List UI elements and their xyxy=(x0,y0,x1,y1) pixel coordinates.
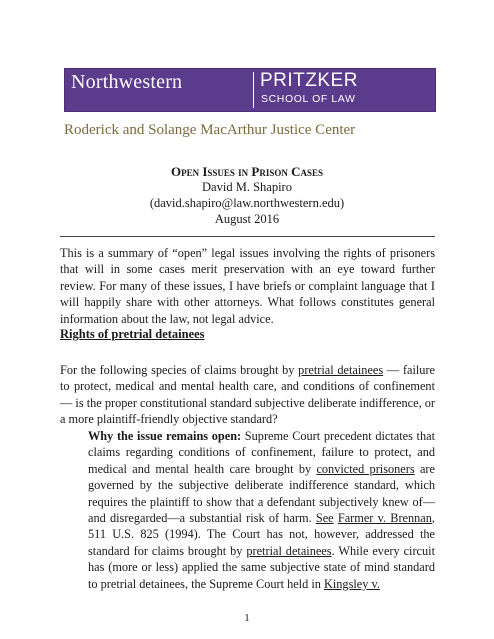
logo-pritzker: PRITZKER xyxy=(260,70,358,91)
question-text-pre: For the following species of claims brought by xyxy=(60,363,299,377)
kingsley-citation: Kingsley v. xyxy=(323,576,380,591)
page-number: 1 xyxy=(244,612,250,624)
section-heading: Rights of pretrial detainees xyxy=(60,327,205,341)
document-title: Open Issues in Prison Cases xyxy=(170,164,324,179)
logo-school-of-law: SCHOOL OF LAW xyxy=(261,93,356,105)
center-name: Roderick and Solange MacArthur Justice Center xyxy=(64,122,356,138)
logo-divider xyxy=(253,72,254,108)
logo-northwestern: Northwestern xyxy=(71,71,183,93)
document-date: August 2016 xyxy=(214,212,280,226)
intro-paragraph: This is a summary of “open” legal issues involving the rights of prisoners that will in some cases merit preservation with an eye toward further review. For many of these issues, I have briefs or complaint language that I will happily share with other attorneys. What follows constitutes general information about the law, not legal advice. xyxy=(60,246,435,326)
why-text-5: . While every circuit has (more or less) applied the same subjective state of mind standard to pretrial detainees, the Supreme Court held in xyxy=(88,543,435,591)
pretrial-detainees-term: pretrial detainees xyxy=(298,363,384,377)
why-text-1: Supreme Court precedent dictates that claims regarding conditions of confinement, failure to protect, and medical and mental health care brought by xyxy=(88,429,435,476)
question-paragraph xyxy=(60,362,435,428)
why-text-4: , 511 U.S. 825 (1994). The Court has not, however, addressed the standard for claims brought by xyxy=(88,511,435,558)
author-email: (david.shapiro@law.northwestern.edu) xyxy=(149,196,345,210)
why-open-label: Why the issue remains open: xyxy=(88,429,242,443)
author: David M. Shapiro xyxy=(202,180,292,194)
farmer-citation: Farmer v. Brennan xyxy=(337,511,432,526)
header-divider xyxy=(60,236,435,237)
convicted-prisoners-term: convicted prisoners xyxy=(316,461,415,476)
why-open-paragraph xyxy=(88,428,435,592)
law-school-logo xyxy=(64,68,436,112)
see-signal: See xyxy=(315,511,334,526)
question-text-post: — failure to protect, medical and mental health care, and conditions of confinement — is the proper constitutional standard subjective deliberate indifference, or a more plaintiff-friendly objective standard? xyxy=(60,363,435,427)
pretrial-detainees-term-2: pretrial detainees xyxy=(246,543,332,558)
why-text-2: are governed by the subjective deliberate indifference standard, which requires the plaintiff to show that a defendant subjectively knew of— and disregarded—a substantial risk of harm. xyxy=(88,461,435,526)
